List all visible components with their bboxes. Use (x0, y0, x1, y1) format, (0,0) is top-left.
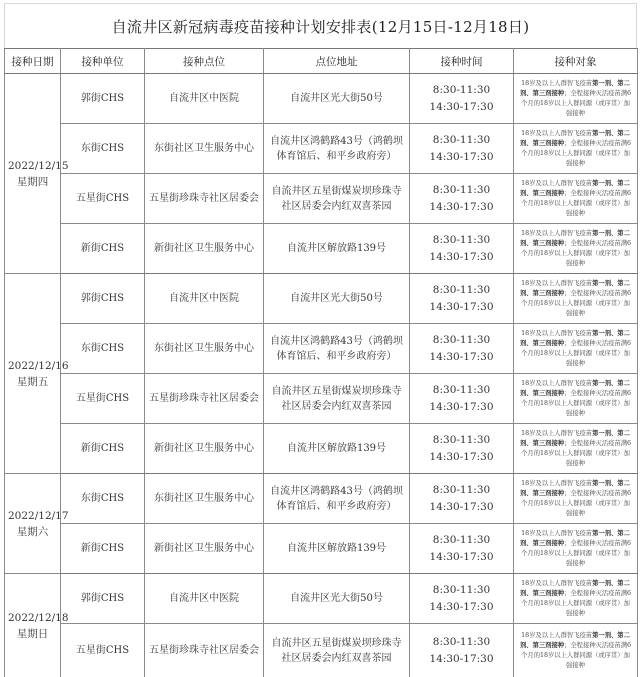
target-cell (514, 524, 638, 574)
table-row (5, 174, 638, 224)
header-target: 接种对象 (514, 49, 638, 74)
target-cell (514, 424, 638, 474)
header-date: 接种日期 (5, 49, 61, 74)
address-cell: 自流井区鸿鹤路43号（鸿鹤坝体育馆后、和平乡政府旁） (264, 324, 410, 374)
unit-cell: 五星街CHS (61, 374, 145, 424)
target-text-1: 18岁及以上人群智飞疫苗 (521, 631, 593, 639)
weekday-value: 星期四 (16, 175, 49, 188)
target-text-3: ；全程接种灭活疫苗满6个月的18岁以上人群同源（或序贯）加强接种 (521, 589, 632, 617)
address-cell: 自流井区解放路139号 (264, 524, 410, 574)
site-cell: 自流井区中医院 (145, 74, 264, 124)
table-row (5, 74, 638, 124)
time-morning: 8:30-11:30 (432, 483, 491, 496)
time-cell (410, 224, 514, 274)
site-cell: 五星街珍珠寺社区居委会 (145, 374, 264, 424)
address-cell: 自流井区鸿鹤路43号（鸿鹤坝体育馆后、和平乡政府旁） (264, 124, 410, 174)
site-cell: 自流井区中医院 (145, 274, 264, 324)
time-cell (410, 374, 514, 424)
target-text-1: 18岁及以上人群智飞疫苗 (521, 179, 593, 187)
time-afternoon: 14:30-17:30 (429, 500, 494, 513)
site-cell: 东街社区卫生服务中心 (145, 474, 264, 524)
time-afternoon: 14:30-17:30 (429, 652, 494, 665)
target-text-1: 18岁及以上人群智飞疫苗 (521, 429, 593, 437)
unit-cell: 五星街CHS (61, 624, 145, 677)
time-afternoon: 14:30-17:30 (429, 100, 494, 113)
target-cell (514, 324, 638, 374)
time-morning: 8:30-11:30 (432, 433, 491, 446)
table-row (5, 374, 638, 424)
target-cell (514, 574, 638, 624)
date-cell (5, 474, 69, 574)
target-text-2: 第一剂、第二剂、第三剂接种 (519, 279, 630, 297)
time-afternoon: 14:30-17:30 (429, 200, 494, 213)
weekday-value: 星期六 (16, 525, 49, 538)
table-row (5, 224, 638, 274)
target-text-3: ；全程接种灭活疫苗满6个月的18岁以上人群同源（或序贯）加强接种 (521, 239, 632, 267)
time-afternoon: 14:30-17:30 (429, 250, 494, 263)
table-row (5, 424, 638, 474)
unit-cell: 郭街CHS (61, 74, 145, 124)
site-cell: 新街社区卫生服务中心 (145, 524, 264, 574)
target-text-1: 18岁及以上人群智飞疫苗 (521, 479, 593, 487)
target-text-2: 第一剂、第二剂、第三剂接种 (519, 129, 630, 147)
time-morning: 8:30-11:30 (432, 283, 491, 296)
unit-cell: 新街CHS (61, 424, 145, 474)
site-cell: 五星街珍珠寺社区居委会 (145, 624, 264, 677)
unit-cell: 东街CHS (61, 324, 145, 374)
header-site: 接种点位 (145, 49, 264, 74)
time-cell (410, 74, 514, 124)
unit-cell: 新街CHS (61, 224, 145, 274)
target-text-1: 18岁及以上人群智飞疫苗 (521, 129, 593, 137)
address-cell: 自流井区五星街煤炭坝珍珠寺社区居委会内红双喜茶园 (264, 624, 410, 677)
target-text-1: 18岁及以上人群智飞疫苗 (521, 329, 593, 337)
target-text-2: 第一剂、第二剂、第三剂接种 (519, 179, 630, 197)
time-morning: 8:30-11:30 (432, 583, 491, 596)
unit-cell: 新街CHS (61, 524, 145, 574)
target-text-3: ；全程接种灭活疫苗满6个月的18岁以上人群同源（或序贯）加强接种 (521, 89, 632, 117)
time-cell (410, 124, 514, 174)
target-text-2: 第一剂、第二剂、第三剂接种 (519, 631, 630, 649)
unit-cell: 郭街CHS (61, 274, 145, 324)
target-text-3: ；全程接种灭活疫苗满6个月的18岁以上人群同源（或序贯）加强接种 (521, 289, 632, 317)
target-text-3: ；全程接种灭活疫苗满6个月的18岁以上人群同源（或序贯）加强接种 (521, 389, 632, 417)
time-cell (410, 624, 514, 677)
address-cell: 自流井区五星街煤炭坝珍珠寺社区居委会内红双喜茶园 (264, 174, 410, 224)
time-morning: 8:30-11:30 (432, 133, 491, 146)
time-morning: 8:30-11:30 (432, 183, 491, 196)
target-text-2: 第一剂、第二剂、第三剂接种 (519, 579, 630, 597)
target-text-1: 18岁及以上人群智飞疫苗 (521, 379, 593, 387)
target-text-1: 18岁及以上人群智飞疫苗 (521, 579, 593, 587)
time-afternoon: 14:30-17:30 (429, 400, 494, 413)
target-text-1: 18岁及以上人群智飞疫苗 (521, 279, 593, 287)
address-cell: 自流井区五星街煤炭坝珍珠寺社区居委会内红双喜茶园 (264, 374, 410, 424)
schedule-sheet (4, 3, 637, 677)
table-row (5, 324, 638, 374)
target-text-3: ；全程接种灭活疫苗满6个月的18岁以上人群同源（或序贯）加强接种 (521, 139, 632, 167)
target-text-2: 第一剂、第二剂、第三剂接种 (519, 229, 630, 247)
target-text-3: ；全程接种灭活疫苗满6个月的18岁以上人群同源（或序贯）加强接种 (521, 439, 632, 467)
site-cell: 新街社区卫生服务中心 (145, 224, 264, 274)
address-cell: 自流井区解放路139号 (264, 224, 410, 274)
date-cell (5, 574, 69, 677)
table-row (5, 124, 638, 174)
vaccination-schedule-table (4, 48, 638, 677)
target-cell (514, 74, 638, 124)
date-value: 2022/12/18 (8, 611, 69, 624)
page-title: 自流井区新冠病毒疫苗接种计划安排表(12月15日-12月18日) (4, 3, 637, 48)
target-text-3: ；全程接种灭活疫苗满6个月的18岁以上人群同源（或序贯）加强接种 (521, 189, 632, 217)
time-cell (410, 574, 514, 624)
time-morning: 8:30-11:30 (432, 83, 491, 96)
target-cell (514, 124, 638, 174)
time-morning: 8:30-11:30 (432, 333, 491, 346)
table-row (5, 624, 638, 677)
header-row (5, 49, 638, 74)
table-row (5, 574, 638, 624)
time-morning: 8:30-11:30 (432, 533, 491, 546)
time-cell (410, 174, 514, 224)
site-cell: 自流井区中医院 (145, 574, 264, 624)
time-morning: 8:30-11:30 (432, 383, 491, 396)
unit-cell: 东街CHS (61, 474, 145, 524)
time-afternoon: 14:30-17:30 (429, 300, 494, 313)
target-text-2: 第一剂、第二剂、第三剂接种 (519, 379, 630, 397)
target-text-3: ；全程接种灭活疫苗满6个月的18岁以上人群同源（或序贯）加强接种 (521, 539, 632, 567)
weekday-value: 星期五 (16, 375, 49, 388)
weekday-value: 星期日 (16, 627, 49, 640)
table-row (5, 274, 638, 324)
target-text-3: ；全程接种灭活疫苗满6个月的18岁以上人群同源（或序贯）加强接种 (521, 339, 632, 367)
time-cell (410, 474, 514, 524)
time-afternoon: 14:30-17:30 (429, 600, 494, 613)
time-morning: 8:30-11:30 (432, 635, 491, 648)
site-cell: 五星街珍珠寺社区居委会 (145, 174, 264, 224)
header-time: 接种时间 (410, 49, 514, 74)
table-row (5, 474, 638, 524)
target-cell (514, 174, 638, 224)
unit-cell: 五星街CHS (61, 174, 145, 224)
target-cell (514, 474, 638, 524)
address-cell: 自流井区解放路139号 (264, 424, 410, 474)
target-text-1: 18岁及以上人群智飞疫苗 (521, 229, 593, 237)
address-cell: 自流井区光大街50号 (264, 74, 410, 124)
unit-cell: 东街CHS (61, 124, 145, 174)
time-cell (410, 324, 514, 374)
time-afternoon: 14:30-17:30 (429, 550, 494, 563)
date-value: 2022/12/15 (8, 159, 69, 172)
date-value: 2022/12/16 (8, 359, 69, 372)
unit-cell: 郭街CHS (61, 574, 145, 624)
time-afternoon: 14:30-17:30 (429, 350, 494, 363)
time-afternoon: 14:30-17:30 (429, 450, 494, 463)
target-cell (514, 274, 638, 324)
target-text-2: 第一剂、第二剂、第三剂接种 (519, 529, 630, 547)
target-cell (514, 624, 638, 677)
target-cell (514, 224, 638, 274)
target-text-2: 第一剂、第二剂、第三剂接种 (519, 429, 630, 447)
date-value: 2022/12/17 (8, 509, 69, 522)
header-unit: 接种单位 (61, 49, 145, 74)
site-cell: 新街社区卫生服务中心 (145, 424, 264, 474)
date-cell (5, 274, 69, 474)
target-cell (514, 374, 638, 424)
address-cell: 自流井区光大街50号 (264, 574, 410, 624)
table-body (5, 74, 638, 677)
address-cell: 自流井区光大街50号 (264, 274, 410, 324)
target-text-2: 第一剂、第二剂、第三剂接种 (519, 79, 630, 97)
time-cell (410, 274, 514, 324)
target-text-1: 18岁及以上人群智飞疫苗 (521, 529, 593, 537)
target-text-2: 第一剂、第二剂、第三剂接种 (519, 479, 630, 497)
site-cell: 东街社区卫生服务中心 (145, 324, 264, 374)
table-row (5, 524, 638, 574)
time-afternoon: 14:30-17:30 (429, 150, 494, 163)
target-text-3: ；全程接种灭活疫苗满6个月的18岁以上人群同源（或序贯）加强接种 (521, 641, 632, 669)
target-text-2: 第一剂、第二剂、第三剂接种 (519, 329, 630, 347)
header-address: 点位地址 (264, 49, 410, 74)
time-cell (410, 524, 514, 574)
time-morning: 8:30-11:30 (432, 233, 491, 246)
target-text-3: ；全程接种灭活疫苗满6个月的18岁以上人群同源（或序贯）加强接种 (521, 489, 632, 517)
date-cell (5, 74, 69, 274)
time-cell (410, 424, 514, 474)
target-text-1: 18岁及以上人群智飞疫苗 (521, 79, 593, 87)
site-cell: 东街社区卫生服务中心 (145, 124, 264, 174)
address-cell: 自流井区鸿鹤路43号（鸿鹤坝体育馆后、和平乡政府旁） (264, 474, 410, 524)
